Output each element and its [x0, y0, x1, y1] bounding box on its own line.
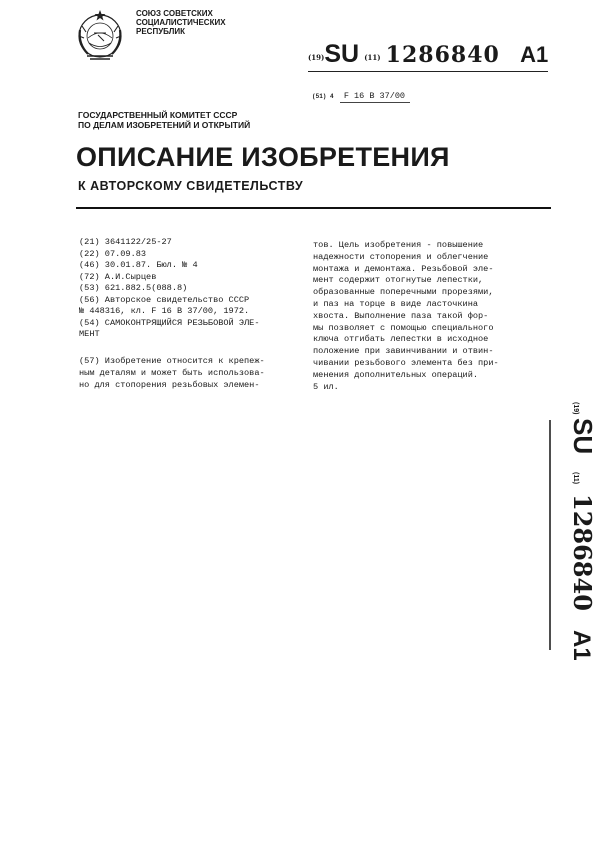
- union-line: РЕСПУБЛИК: [136, 27, 185, 36]
- abstract-left-column: [79, 356, 265, 391]
- abstract-line: образованные поперечными прорезями,: [313, 287, 494, 298]
- committee-line: ПО ДЕЛАМ ИЗОБРЕТЕНИЙ И ОТКРЫТИЙ: [78, 120, 251, 130]
- abstract-line: (57) Изобретение относится к крепеж-: [79, 356, 265, 366]
- biblio-line: (54) САМОКОНТРЯЩИЙСЯ РЕЗЬБОВОЙ ЭЛЕ-: [79, 317, 260, 328]
- ipc-code: F 16 B 37/00: [343, 91, 406, 101]
- biblio-line: (53) 621.882.5(088.8): [79, 283, 188, 293]
- inid-19: (19): [308, 53, 325, 62]
- biblio-line: (56) Авторское свидетельство СССР: [79, 294, 250, 305]
- committee-line: ГОСУДАРСТВЕННЫЙ КОМИТЕТ СССР: [78, 110, 238, 120]
- abstract-line: монтажа и демонтажа. Резьбовой эле-: [313, 263, 494, 274]
- biblio-line: (22) 07.09.83: [79, 248, 147, 259]
- side-patent-number: 1286840: [568, 494, 597, 611]
- abstract-line: ным деталям и может быть использова-: [79, 367, 265, 378]
- biblio-line: (46) 30.01.87. Бюл. № 4: [79, 260, 198, 270]
- abstract-line: положение при завинчивании и отвин-: [313, 346, 494, 357]
- title-rule: [76, 207, 551, 209]
- abstract-line: мент содержит отогнутые лепестки,: [313, 275, 484, 286]
- abstract-line: тов. Цель изобретения - повышение: [313, 240, 484, 250]
- ipc-classification: [312, 91, 405, 101]
- side-inid-19: (19): [572, 402, 579, 415]
- ipc-underline: [340, 102, 410, 103]
- side-kind-code: A1: [568, 630, 595, 661]
- abstract-right-column: [313, 240, 499, 393]
- abstract-line: чивании резьбового элемента без при-: [313, 357, 499, 368]
- kind-code: A1: [520, 42, 549, 67]
- inid-51: (51) 4: [312, 93, 334, 100]
- ussr-emblem-icon: [74, 8, 126, 62]
- biblio-line: № 448316, кл. F 16 B 37/00, 1972.: [79, 306, 250, 316]
- committee: [78, 110, 250, 130]
- inid-11: (11): [364, 53, 381, 62]
- issuing-state: [136, 9, 226, 36]
- union-line: СОЦИАЛИСТИЧЕСКИХ: [136, 18, 226, 27]
- side-inid-11: (11): [572, 472, 579, 485]
- abstract-line: ключа отгибать лепестки в исходное: [313, 334, 489, 345]
- header-underline: [308, 71, 548, 72]
- patent-number: 1286840: [385, 42, 500, 68]
- bibliographic-data: [79, 237, 260, 341]
- document-title: ОПИСАНИЕ ИЗОБРЕТЕНИЯ: [76, 142, 450, 172]
- document-subtitle: К АВТОРСКОМУ СВИДЕТЕЛЬСТВУ: [78, 179, 304, 193]
- abstract-line: хвоста. Выполнение паза такой фор-: [313, 310, 489, 321]
- abstract-line: надежности стопорения и облегчение: [313, 251, 489, 262]
- abstract-line: 5 ил.: [313, 381, 339, 392]
- country-code: SU: [324, 40, 360, 68]
- biblio-line: (72) А.И.Сырцев: [79, 271, 157, 282]
- publication-code: [308, 40, 548, 69]
- biblio-line: МЕНТ: [79, 329, 100, 339]
- biblio-line: (21) 3641122/25-27: [79, 237, 172, 247]
- side-country-code: SU: [568, 418, 598, 455]
- side-stamp: [548, 400, 598, 662]
- abstract-line: менения дополнительных операций.: [313, 369, 479, 380]
- abstract-line: но для стопорения резьбовых элемен-: [79, 379, 260, 390]
- union-line: СОЮЗ СОВЕТСКИХ: [136, 9, 213, 18]
- abstract-line: и паз на торце в виде ласточкина: [313, 298, 479, 309]
- abstract-line: мы позволяет с помощью специального: [313, 322, 494, 333]
